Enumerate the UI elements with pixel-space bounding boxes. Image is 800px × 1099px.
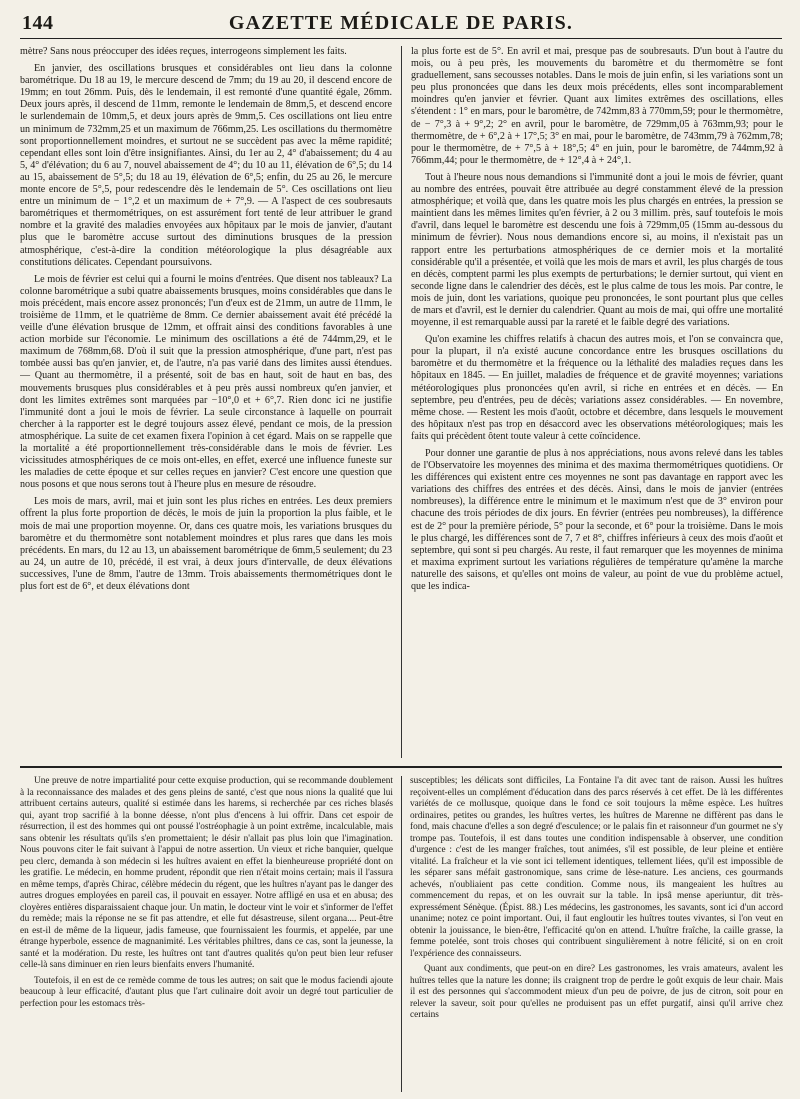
left-column [20,46,392,758]
paragraph: Le mois de février est celui qui a fourni le moins d'entrées. Que disent nos tableaux? La colonne barométrique a subi quatre abaissements brusques, moins considérables que dans le mois précédent, mais encore assez prononcés; l'un d'eux est de 21mm, un autre de 11mm, le troisième de 11mm, et le quatrième de 8mm. Ce dernier abaissement avait été précédé la veille d'une élévation brusque de 12mm, et offrait ainsi des conditions favorables à une action morbide sur l'économie. Le minimum des oscillations a été de 744mm,29, et le maximum de 768mm,68. D'où il suit que la pression atmosphérique, d'une part, n'est pas tombée aussi bas qu'en janvier, et, de l'autre, n'a pas varié dans des limites aussi étendues. — Quant au thermomètre, il a présenté, soit de bas en haut, soit de haut en bas, des mouvements brusques plus considérables et à peu près aussi nombreux qu'en janvier, et dont les limites extrêmes sont marquées par −10°,0 et + 6°,7. Rien donc ici ne justifie l'immunité dont a joui le mois de février. La seule circonstance à laquelle on pourrait chercher à la rapporter est le degré toujours assez élevé, pendant ce mois, de la pression atmosphérique. La suite de cet examen fixera l'opinion à cet égard. Mais on se rappelle que la mortalité a été proportionnellement très-considérable dans le mois de février. Les vicissitudes atmosphériques de ce mois ont-elles, en effet, exercé une influence funeste sur les maladies de cette époque et sur celles reçues en janvier? C'est encore une question que nous posons et que nous serons tout à l'heure plus en mesure de résoudre. [20,273,392,491]
paragraph: Quant aux condiments, que peut-on en dire? Les gastronomes, les vrais amateurs, avalent les huîtres telles que la nature les donne; ils craignent trop de perdre le goût exquis de leur chair. Mais il est des personnes qui s'accommodent mieux d'un peu de poivre, de jus de citron, soit pour en relever la saveur, soit pour qu'elles ne produisent pas un effet purgatif, ainsi qu'il arrive chez certains [410,964,783,1020]
paragraph: Toutefois, il en est de ce remède comme de tous les autres; on sait que le modus faciendi ajoute beaucoup à leur efficacité, d'autant plus que l'art culinaire doit avoir un degré tout particulier de perfection pour les estomacs très- [20,975,393,1009]
paragraph: Tout à l'heure nous nous demandions si l'immunité dont a joui le mois de février, quant au nombre des entrées, pouvait être attribuée au degré constamment élevé de la pression atmosphérique; et voilà que, dans les quatre mois les plus chargés en entrées, la pression se maintient dans les mêmes limites qu'en février, à 2 ou 3 millim. près, sauf toutefois le mois d'avril, dans lequel le baromètre est descendu une fois à 729mm,05 (15mm au-dessous du minimum de février). Nous nous demandions encore si, au moins, il n'existait pas un rapport entre les perturbations atmosphériques de ce dernier mois et la mortalité considérable qu'il a présentée, et voilà que les mois de mars et avril, les plus chargés de tous en décès, comptent parmi les plus exempts de perturbations; le dernier surtout, qui vient en seconde ligne dans le calendrier des décès, est le plus calme de tous les mois. Par contre, le mois de juin, dont les variations, quoique peu prononcées, le sont pourtant plus que celles de mars et d'avril, est le dernier du calendrier. Quant au mois de mai, qui offre une mortalité moyenne, il est remarquable aussi par la rareté et le faible degré des variations. [411,171,783,329]
paragraph: mètre? Sans nous préoccuper des idées reçues, interrogeons simplement les faits. [20,46,347,57]
paragraph: la plus forte est de 5°. En avril et mai, presque pas de soubresauts. D'un bout à l'autre du mois, ou à peu près, les mouvements du baromètre et du thermomètre se font graduellement, sans secousses notables. Dans le mois de juin enfin, si les variations sont un peu plus prononcées que dans les deux mois précédents, elles sont incomparablement moindres qu'en janvier et février. Quant aux limites extrêmes des oscillations, elles s'étendent : 1° en mars, pour le baromètre, de 742mm,83 à 770mm,59; pour le thermomètre, de − 7°,3 à + 9°,2; 2° en avril, pour le baromètre, de 729mm,05 à 763mm,93; pour le thermomètre, de + 6°,2 à + 17°,5; 3° en mai, pour le baromètre, de 743mm,79 à 762mm,78; pour le thermomètre, de + 7°,5 à + 18°,5; 4° en juin, pour le baromètre, de 744mm,92 à 766mm,44; pour le thermomètre, de + 12°,4 à + 24°,1. [411,46,783,166]
paragraph: Les mois de mars, avril, mai et juin sont les plus riches en entrées. Les deux premiers offrent la plus forte proportion de décès, le mois de juin la proportion la plus faible, et le mois de mai une proportion moyenne. Or, dans ces quatre mois, les variations brusques du baromètre et du thermomètre sont notablement moindres et plus rares que dans les mois précédents. En mars, du 12 au 13, un abaissement barométrique de 6mm,5 seulement; du 23 au 24, un autre de 10, précédé, il est vrai, à deux jours d'intervalle, de deux élévations successives, l'une de 8mm, l'autre de 13mm. Trois abaissements thermométriques dont le plus fort est de 6°, et deux élévations dont [20,496,392,593]
feuilleton-divider [20,766,782,768]
journal-title: GAZETTE MÉDICALE DE PARIS. [228,12,574,34]
paragraph: Qu'on examine les chiffres relatifs à chacun des autres mois, et l'on se convaincra que, pour la plupart, il n'a existé aucune concordance entre les brusques oscillations du baromètre et du thermomètre et la fréquence ou la léthalité des maladies reçues dans les hôpitaux en 1845. — En juillet, maladies de fréquence et de gravité moyennes; variations météorologiques plus prononcées qu'en avril, si riche en entrées et en décès. — En septembre, peu d'entrées, peu de décès; variations assez considérables. — En novembre, même chose. — Restent les mois d'août, octobre et décembre, dans lesquels le mouvement des hôpitaux n'est pas trop en désaccord avec les observations météorologiques; mais les faits qui précèdent ôtent toute valeur à cette coïncidence. [411,334,783,442]
right-column [411,46,783,758]
page-header [20,8,782,39]
page-number: 144 [22,12,54,34]
feuilleton-left-column [20,776,393,1092]
journal-page [20,8,782,1093]
paragraph: En janvier, des oscillations brusques et considérables ont lieu dans la colonne barométrique. Du 18 au 19, le mercure descend de 7mm; du 19 au 20, il descend encore de 19mm; en tout 26mm. Puis, dès le lendemain, il est remonté d'une quantité égale, 26mm. Deux jours après, il descend de 11mm, remonte le lendemain de 8mm,5, et descend encore le surlendemain de 10mm,5, et deux jours après de 9mm,5. Ces oscillations ont lieu entre un minimum de 732mm,25 et un maximum de 766mm,25. Les oscillations du thermomètre sont proportionnellement moindres, et surtout ne se succèdent pas avec la même rapidité; cependant elles sont loin d'être insignifiantes. Ainsi, du 1er au 2, 4° d'abaissement; du 4 au 5, 4° d'élévation; du 6 au 7, nouvel abaissement de 4°; du 10 au 11, élévation de 6°,5; du 14 au 15, abaissement de 5°,5; du 18 au 19, élévation de 6°,5; enfin, du 25 au 26, le mercure monte encore de 5°,5, pour redescendre dès le lendemain de 5°. Ces oscillations ont lieu entre un minimum de − 1°,2 et un maximum de + 7°,9. — A l'aspect de ces soubresauts barométriques et thermométriques, on est assurément fort tenté de leur attribuer le grand nombre et la gravité des maladies envoyées aux hôpitaux par le mois de janvier, d'autant plus que le baromètre accuse surtout des diminutions brusques de la pression atmosphérique, c'est-à-dire la condition météorologique la plus désagréable aux constitutions délicates. Cependant poursuivons. [20,63,392,268]
column-divider [401,776,402,1092]
paragraph: Une preuve de notre impartialité pour cette exquise production, qui se recommande doublement à la reconnaissance des malades et des gens pleins de santé, c'est que nous nions la qualité que lui attribuent certains auteurs, qualité si estimée dans les harems, si recherchée par ces riches blasés qui, ayant trop sacrifié à la bonne déesse, n'ont plus d'encens à lui offrir. Dans cet espoir de résurrection, il est des hommes qui ont poussé l'ostréophagie à un point extrême, incalculable, mais sans obtenir les résultats qu'ils s'en promettaient; le désir n'allait pas plus loin que l'imagination. Nous pouvons citer le fait suivant à l'appui de notre assertion. Un vieux et riche banquier, quelque peu clerc, demanda à son médecin si les huîtres avaient en effet la bienheureuse propriété dont on les gratifie. Le médecin, en homme prudent, répondit que rien n'était moins certain; mais il l'assura en même temps, d'après Chirac, célèbre médecin du régent, que les huîtres n'ayant pas le danger des autres drogues employées en pareil cas, il pouvait en essayer. Notre affligé en usa et en abusa; des cloyères entières disparaissaient chaque jour. Un matin, le docteur vint le voir et s'informer de l'effet du remède; mais la réponse ne se fit pas attendre, et elle fut désastreuse, silent organa.... Peut-être en est-il de même de la liqueur, jadis fameuse, que fournissaient les fourmis, et appelée, par une étrange hyperbole, essence de magnanimité. Les véritables philtres, dans ce cas, sont la jeunesse, la santé et la modération. Du reste, les huîtres ont tant d'autres qualités qu'on peut bien leur refuser celle-là sans diminuer en rien leurs bienfaits envers l'humanité. [20,776,393,970]
paragraph: susceptibles; les délicats sont difficiles, La Fontaine l'a dit avec tant de raison. Aussi les huîtres reçoivent-elles un complément d'éducation dans des parcs réservés à cet effet. De là les différentes variétés de ce mollusque, quoique dans le fond ce soit toujours la même espèce. Les huîtres ordinaires, petites ou grandes, les huîtres vertes, les huîtres de Marenne ne diffèrent pas dans le fond, mais chacune d'elles a son degré d'esculence; or le palais fin et raisonneur d'un gourmet ne s'y trompe pas. Toutefois, il est dans toutes une condition indispensable à observer, une condition d'urgence : c'est de les manger fraîches, tout animées, s'il est possible, de leur pleine et entière vitalité. La fraîcheur et la vie sont ici tellement identiques, tellement liées, qu'il est impossible de les séparer sans méfait gastronomique, sans crime de lèse-nature. Les anciens, ces gourmands achevés, n'oubliaient pas cette condition. Comme nous, ils mangeaient les huîtres au commencement du repas, et on les ouvrait sur la table. In ipsâ mense aperiuntur, dit très-expressément Sénèque. (Épist. 88.) Les médecins, les gastronomes, les savants, sont ici d'un accord unanime; notez ce point important. Oui, il faut engloutir les huîtres toutes vivantes, si l'on veut en obtenir la jouissance, le bien-être, l'efficacité qu'on en attend. L'huître fraîche, la caille grasse, la femme potelée, sont trois choses qui contribuent singulièrement à notre félicité, si on en croit l'expérience des connaisseurs. [410,776,783,959]
article-body [20,46,782,761]
feuilleton-right-column [410,776,783,1092]
feuilleton [20,776,782,1094]
paragraph: Pour donner une garantie de plus à nos appréciations, nous avons relevé dans les tables de l'Observatoire les moyennes des minima et des maxima thermométriques quotidiens. Or les différences qui existent entre ces moyennes ne sont pas davantage en rapport avec les variations des chiffres des entrées et des décès. Ainsi, dans le mois de janvier (entrées nombreuses), la différence entre le minimum et le maximum n'est que de 3° environ pour chacune des trois périodes de dix jours. En février (entrées peu nombreuses), la différence est de 2° pour la première période, 5° pour la seconde, et 6° pour la troisième. Dans le mois le plus chargé, les différences sont de 7, 7 et 8°, chiffres inférieurs à ceux des mois d'août et septembre, qui sont si peu chargés. Au reste, il faut remarquer que les moyennes de minima et maxima expriment surtout les variations régulières de température qu'amène la marche naturelle des saisons, et qu'elles ont moins de valeur, au point de vue du problème actuel, que les indica- [411,448,783,593]
column-divider [401,46,402,758]
